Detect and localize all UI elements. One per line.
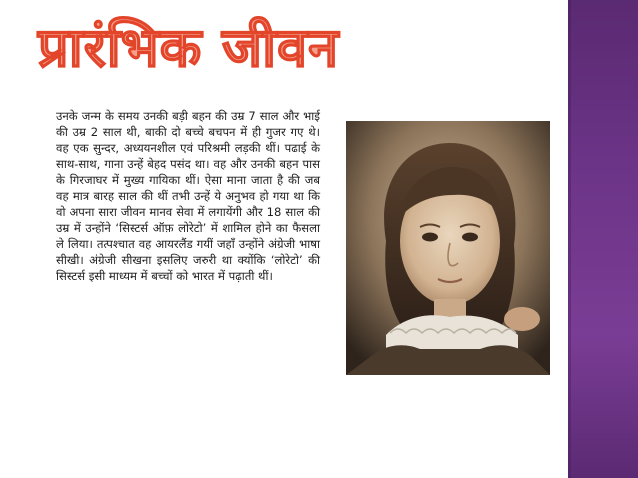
portrait-image (346, 121, 550, 375)
decorative-sidebar (568, 0, 638, 478)
slide-body-text: उनके जन्म के समय उनकी बड़ी बहन की उम्र 7 साल और भाई की उम्र 2 साल थी, बाकी दो बच्चे बचपन में ही गुजर गए थे। वह एक सुन्दर, अध्ययनशील एवं परिश्रमी लड़की थीं। पढाई के साथ-साथ, गाना उन्हें बेहद पसंद था। वह और उनकी बहन पास के गिरजाघर में मुख्य गायिका थीं। ऐसा माना जाता है की जब वह मात्र बारह साल की थीं तभी उन्हें ये अनुभव हो गया था कि वो अपना सारा जीवन मानव सेवा में लगायेंगी और 18 साल की उम्र में उन्होंने ‘सिस्टर्स ऑफ़ लोरेटो’ में शामिल होने का फैसला ले लिया। तत्पश्चात वह आयरलैंड गयीं जहाँ उन्होंने अंग्रेजी भाषा सीखी। अंग्रेजी सीखना इसलिए जरुरी था क्योंकि ‘लोरेटो’ की सिस्टर्स इसी माध्यम में बच्चों को भारत में पढ़ाती थीं। (56, 109, 320, 283)
portrait-photo (346, 121, 550, 375)
slide-title: प्रारंभिक जीवन (38, 16, 340, 79)
